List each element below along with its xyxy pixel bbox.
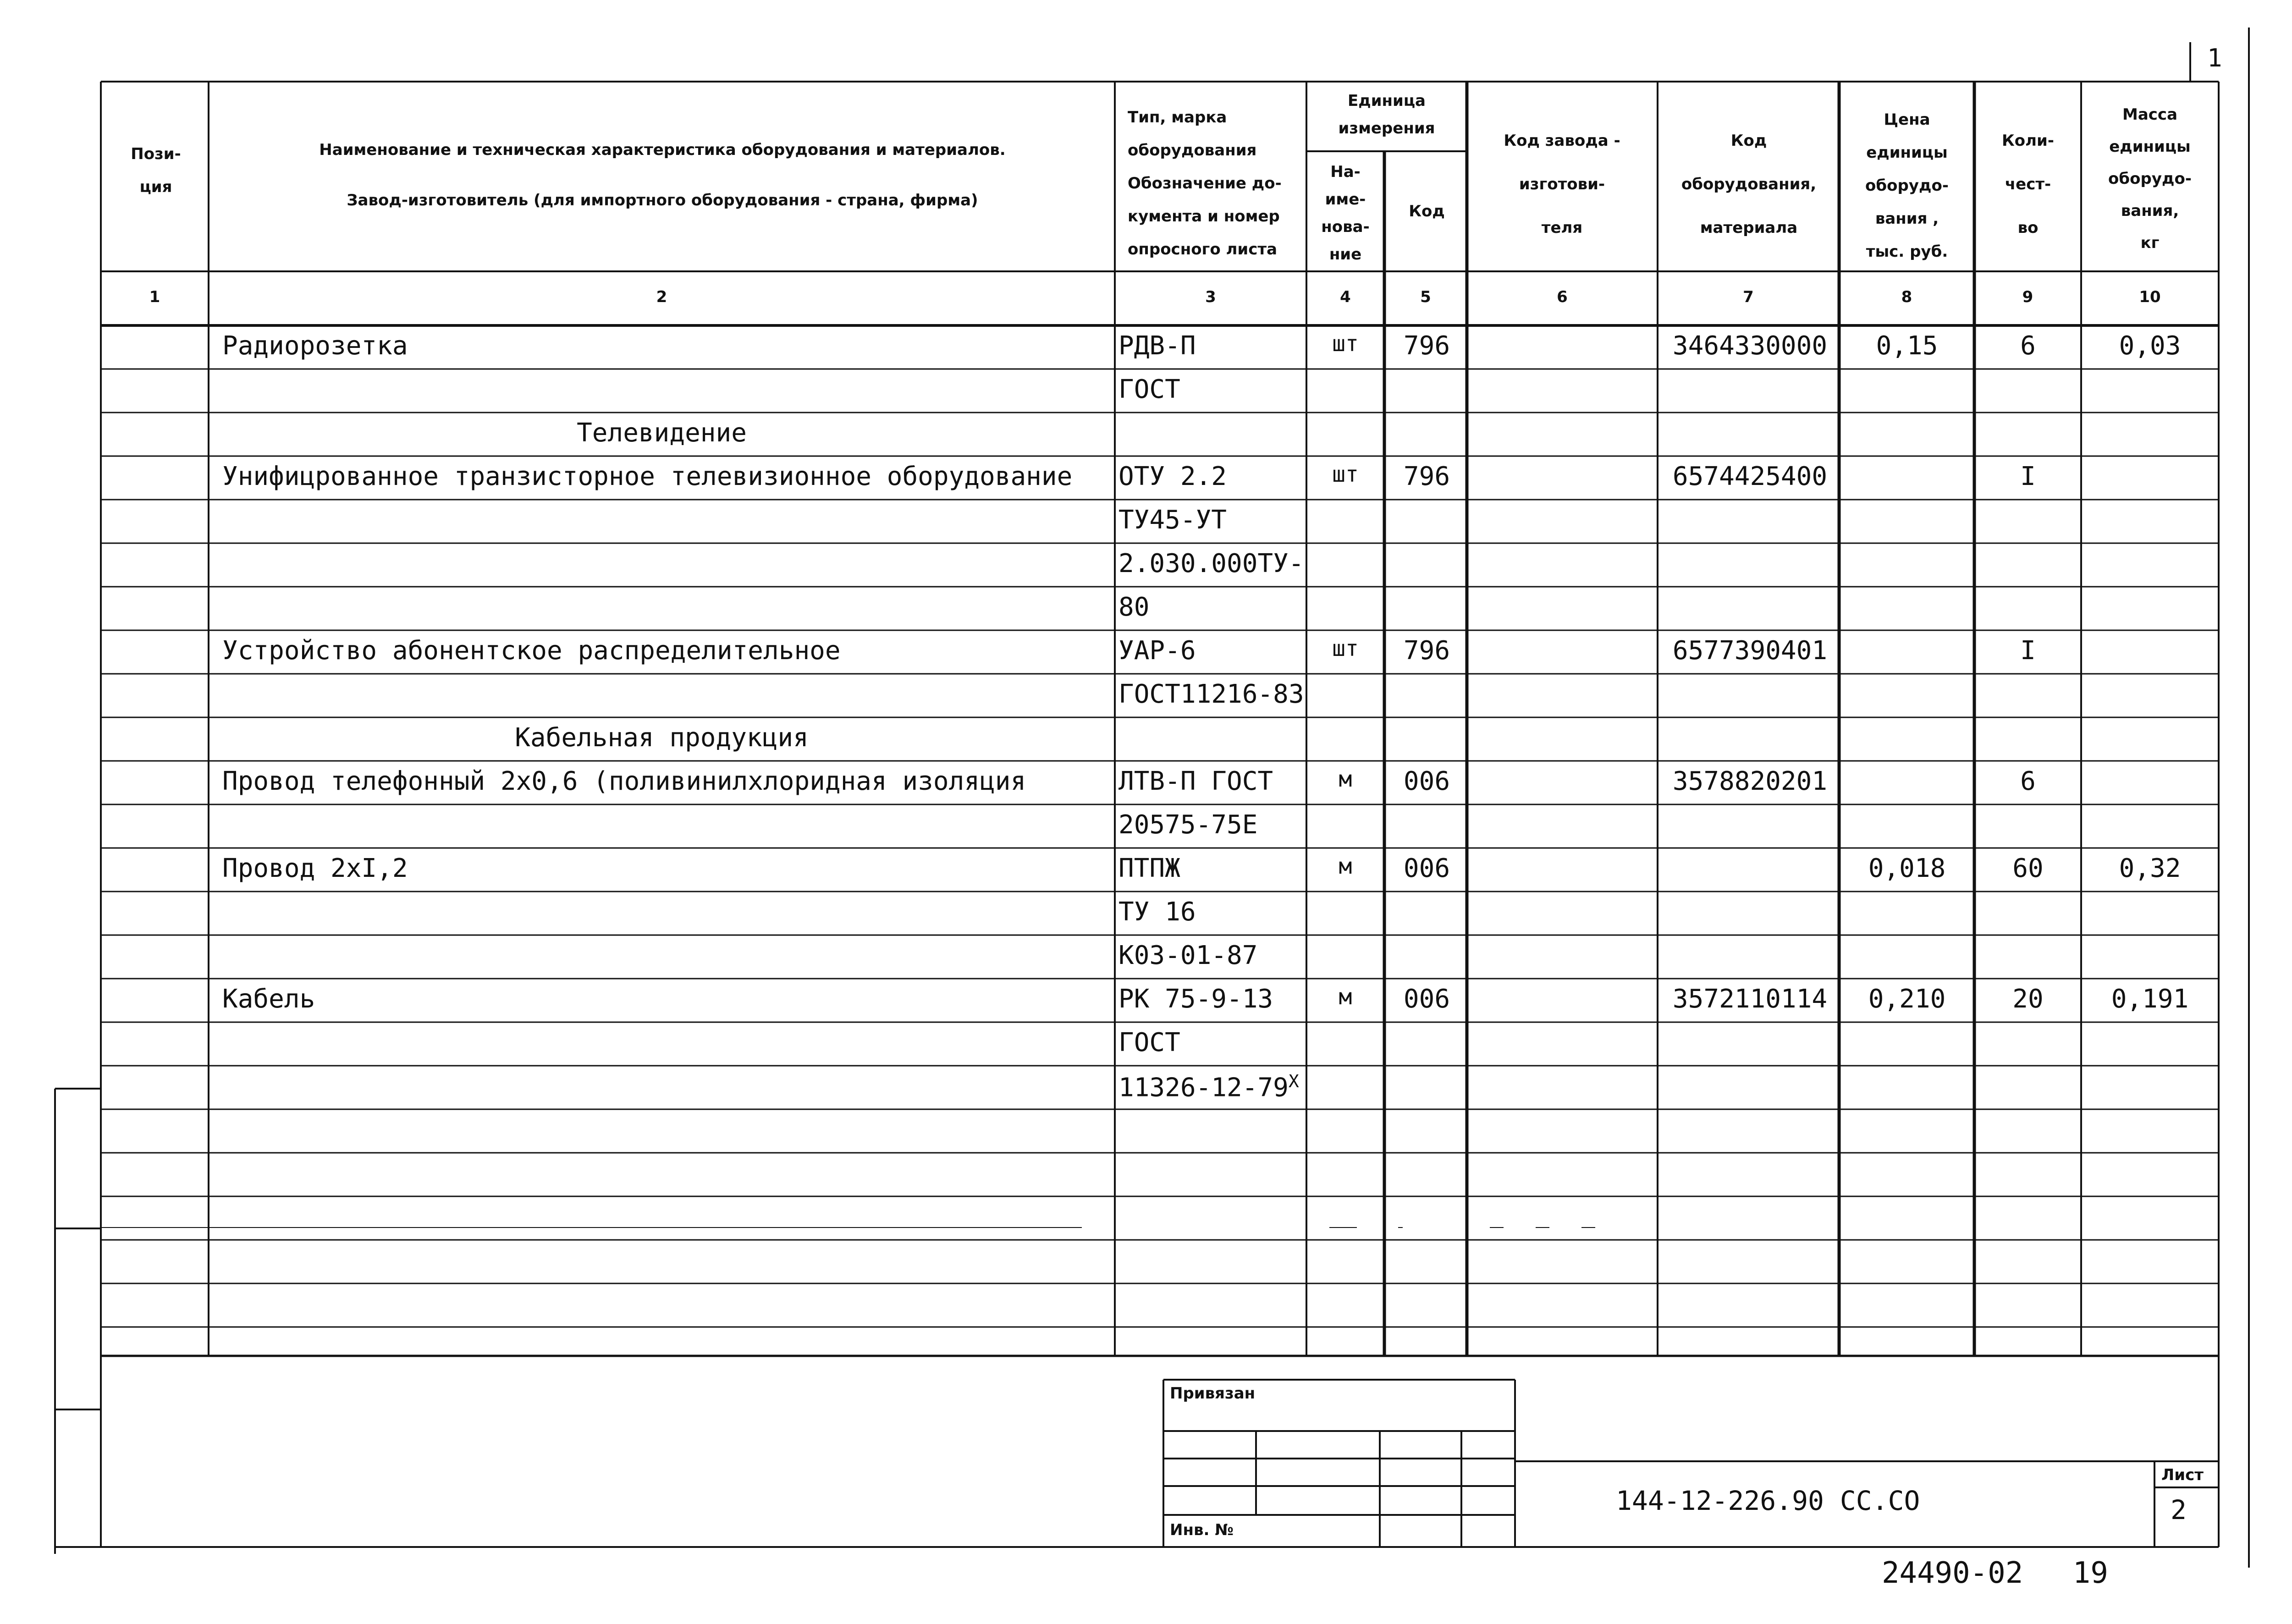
header-price: Цена единицы оборудо- вания , тыс. руб. (1865, 110, 1949, 261)
cell-type-text: ОТУ 2.2 (1118, 462, 1227, 491)
cell-unit (1309, 636, 1382, 661)
cell-code-text: 796 (1403, 462, 1450, 491)
cell-qty-text: 6 (2020, 331, 2036, 361)
cell-code (1387, 331, 1467, 361)
cell-code (1387, 766, 1467, 796)
header-equipment-code: Код оборудования, материала (1681, 132, 1817, 237)
cell-name (222, 766, 1107, 796)
cell-unit-text: шт (1332, 331, 1359, 357)
cell-type (1118, 1028, 1304, 1057)
cell-type-text: 80 (1118, 592, 1150, 622)
cell-type (1118, 853, 1304, 883)
cell-qty-text: 60 (2012, 853, 2044, 883)
header-name: Наименование и техническая характеристика оборудования и материалов. Завод-изготовитель (для импортного оборудования - страна, фирма) (319, 141, 1006, 209)
footer-page-number: 19 (2072, 1556, 2108, 1590)
cell-qty (1976, 462, 2080, 491)
header-unit-code: Код (1409, 202, 1445, 220)
cell-name-text: Устройство абонентское распределительное (222, 636, 841, 666)
cell-type-text: РК 75-9-13 (1118, 984, 1273, 1014)
cell-mass (2083, 853, 2216, 883)
cell-type-text: ПТПЖ (1118, 853, 1180, 883)
cell-name-text: Радиорозетка (222, 331, 408, 361)
cell-type-text: ГОСТ11216-83 (1118, 679, 1304, 709)
cell-mass-text: 0,191 (2111, 984, 2189, 1014)
cell-type (1118, 1071, 1304, 1103)
cell-type-text: РДВ-П (1118, 331, 1196, 361)
header-mass: Масса единицы оборудо- вания, кг (2108, 105, 2192, 252)
cell-type (1118, 636, 1304, 666)
header-type: Тип, марка оборудования Обозначение до- кумента и номер опросного листа (1128, 108, 1282, 259)
cell-name-text: Кабель (222, 984, 315, 1014)
section-heading: Телевидение (577, 418, 747, 448)
cell-type-text: 11326-12-79 (1118, 1073, 1289, 1103)
header-factory-code: Код завода - изготови- теля (1504, 132, 1620, 237)
cell-type-text: К03-01-87 (1118, 941, 1258, 970)
document-number: 144-12-226.90 СС.СО (1616, 1485, 1920, 1516)
cell-equip-text: 3578820201 (1672, 766, 1828, 796)
header-unit-name: На- име- нова- ние (1321, 163, 1370, 264)
column-number-7: 7 (1743, 288, 1754, 306)
cell-equip-text: 3572110114 (1672, 984, 1828, 1014)
column-number-8: 8 (1901, 288, 1912, 306)
cell-mass (2083, 331, 2216, 361)
cell-type-text: ЛТВ-П ГОСТ (1118, 766, 1273, 796)
cell-unit (1309, 853, 1382, 879)
sheet-label: Лист (2161, 1466, 2204, 1484)
cell-mass-text: 0,03 (2119, 331, 2181, 361)
cell-type-text: ТУ 16 (1118, 897, 1196, 927)
page-mark: 1 (2207, 44, 2222, 72)
section-heading: Кабельная продукция (515, 723, 809, 753)
cell-equip (1662, 766, 1838, 796)
cell-type (1118, 984, 1304, 1014)
cell-type (1118, 679, 1304, 709)
cell-code (1387, 636, 1467, 666)
cell-type-text: 20575-75Е (1118, 810, 1258, 840)
cell-type-text: ГОСТ (1118, 374, 1180, 404)
cell-unit-text: м (1339, 853, 1352, 879)
cell-price-text: 0,210 (1868, 984, 1946, 1014)
cell-equip (1662, 636, 1838, 666)
cell-type (1118, 897, 1304, 927)
cell-name (222, 636, 1107, 666)
cell-name-text: Провод 2хI,2 (222, 853, 408, 883)
cell-type-text: УАР-6 (1118, 636, 1196, 666)
cell-unit (1309, 331, 1382, 357)
cell-type (1118, 592, 1304, 622)
header-unit: Единица измерения (1338, 92, 1435, 138)
column-number-9: 9 (2022, 288, 2033, 306)
cell-code-text: 006 (1403, 853, 1450, 883)
cell-name-text: Унифицрованное транзисторное телевизионное оборудование (222, 462, 1073, 491)
cell-code (1387, 462, 1467, 491)
cell-code-text: 796 (1403, 331, 1450, 361)
cell-equip (1662, 331, 1838, 361)
cell-code-text: 796 (1403, 636, 1450, 666)
cell-code (1387, 984, 1467, 1014)
cell-type (1118, 374, 1304, 404)
cell-mass-text: 0,32 (2119, 853, 2181, 883)
footer-number (1882, 1556, 2108, 1590)
cell-type (1118, 941, 1304, 970)
cell-qty-text: I (2020, 462, 2036, 491)
column-number-4: 4 (1340, 288, 1351, 306)
footer-number-code: 24490-02 (1882, 1556, 2023, 1590)
cell-equip (1662, 462, 1838, 491)
cell-qty (1976, 766, 2080, 796)
cell-code-text: 006 (1403, 766, 1450, 796)
cell-unit (1309, 462, 1382, 487)
column-number-10: 10 (2139, 288, 2161, 306)
cell-name-text: Провод телефонный 2х0,6 (поливинилхлоридная изоляция (222, 766, 1026, 796)
cell-qty (1976, 984, 2080, 1014)
cell-qty (1976, 853, 2080, 883)
cell-type (1118, 331, 1304, 361)
cell-equip-text: 6577390401 (1672, 636, 1828, 666)
cell-price (1840, 331, 1973, 361)
cell-unit (1309, 984, 1382, 1010)
cell-code-text: 006 (1403, 984, 1450, 1014)
cell-price (1840, 853, 1973, 883)
cell-type (1118, 810, 1304, 840)
column-number-6: 6 (1557, 288, 1568, 306)
cell-type-superscript: X (1288, 1071, 1299, 1091)
cell-price-text: 0,15 (1876, 331, 1938, 361)
cell-type (1118, 766, 1304, 796)
column-number-1: 1 (149, 288, 160, 306)
stamp-privyazan: Привязан (1170, 1384, 1256, 1403)
cell-equip (1662, 984, 1838, 1014)
cell-mass (2083, 984, 2216, 1014)
cell-price (1840, 984, 1973, 1014)
cell-name (222, 984, 1107, 1014)
stamp-inventory-number: Инв. № (1170, 1521, 1234, 1539)
cell-unit-text: шт (1332, 462, 1359, 487)
cell-type-text: ГОСТ (1118, 1028, 1180, 1057)
column-number-3: 3 (1205, 288, 1216, 306)
cell-qty (1976, 331, 2080, 361)
cell-unit-text: шт (1332, 636, 1359, 661)
cell-code (1387, 853, 1467, 883)
column-number-5: 5 (1420, 288, 1431, 306)
cell-qty-text: I (2020, 636, 2036, 666)
cell-type-text: ТУ45-УТ (1118, 505, 1227, 535)
column-number-2: 2 (656, 288, 667, 306)
cell-name (222, 331, 1107, 361)
cell-type (1118, 462, 1304, 491)
cell-qty-text: 20 (2012, 984, 2044, 1014)
cell-name (222, 462, 1107, 491)
cell-type-text: 2.030.000ТУ- (1118, 549, 1304, 578)
cell-unit (1309, 766, 1382, 792)
cell-type (1118, 549, 1304, 578)
cell-unit-text: м (1339, 766, 1352, 792)
cell-type (1118, 505, 1304, 535)
cell-qty (1976, 636, 2080, 666)
cell-qty-text: 6 (2020, 766, 2036, 796)
cell-unit-text: м (1339, 984, 1352, 1010)
header-position: Пози- ция (131, 145, 181, 196)
cell-price-text: 0,018 (1868, 853, 1946, 883)
cell-name (222, 853, 1107, 883)
cell-equip-text: 3464330000 (1672, 331, 1828, 361)
cell-equip-text: 6574425400 (1672, 462, 1828, 491)
sheet-number: 2 (2171, 1494, 2187, 1525)
header-quantity: Коли- чест- во (2002, 132, 2054, 237)
